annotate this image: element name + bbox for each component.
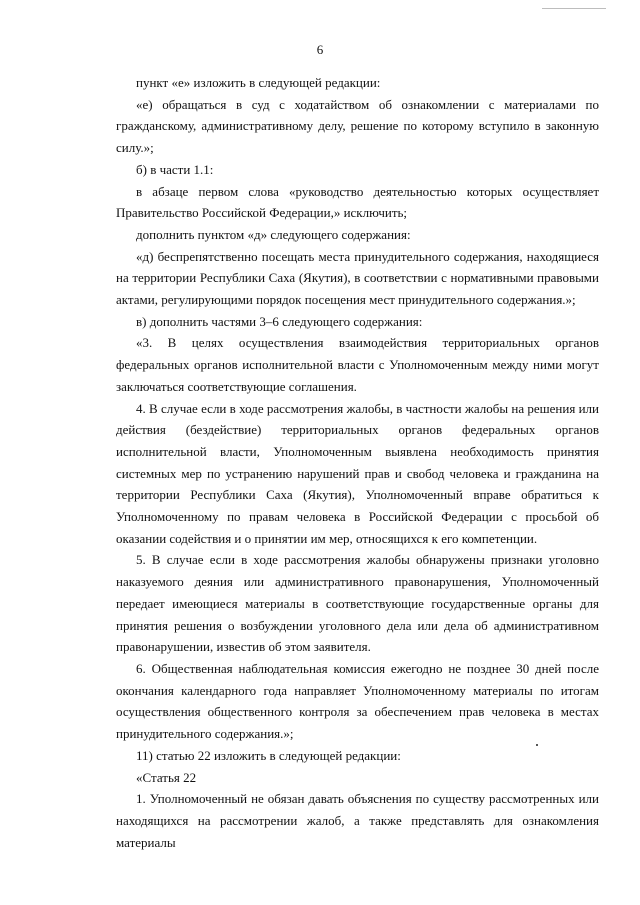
paragraph: 5. В случае если в ходе рассмотрения жалобы обнаружены признаки уголовно наказуемого деяния или административного правонарушения, Уполномоченный передает имеющиеся материалы в соответствующие государственные органы для принятия решения о возбуждении уголовного дела или дела об административном правонарушении, известив об этом заявителя.	[116, 552, 599, 655]
paragraph: б) в части 1.1:	[136, 161, 214, 177]
paragraph: пункт «е» изложить в следующей редакции:	[136, 75, 381, 90]
paragraph: «е) обращаться в суд с ходатайством об ознакомлении с материалами по гражданскому, административному делу, решение по которому вступило в законную силу.»;	[116, 96, 599, 156]
paragraph: «3. В целях осуществления взаимодействия территориальных органов федеральных органов исполнительной власти с Уполномоченным между ними могут заключаться соответствующие соглашения.	[116, 335, 599, 394]
top-margin-mark	[542, 8, 606, 9]
paragraph: 11) статью 22 изложить в следующей редакции:	[136, 747, 401, 763]
paragraph: 4. В случае если в ходе рассмотрения жалобы, в частности жалобы на решения или действия (бездействие) территориальных органов федеральных органов исполнительной власти, Уполномоченным выявлена необходимость принятия системных мер по устранению нарушений прав и свобод человека и гражданина на территории Республики Саха (Якутия), Уполномоченный вправе обратиться к Уполномоченному по правам человека в Российской Федерации с просьбой об оказании содействия и о принятии им мер, относящихся к его компетенции.	[116, 400, 599, 546]
paragraph: «д) беспрепятственно посещать места принудительного содержания, находящиеся на территории Республики Саха (Якутия), в соответствии с нормативными правовыми актами, регулирующими порядок посещения мест принудительного содержания.»;	[116, 248, 599, 308]
document-body	[116, 72, 599, 853]
paragraph: в) дополнить частями 3–6 следующего содержания:	[136, 313, 423, 329]
paragraph: дополнить пунктом «д» следующего содержания:	[136, 226, 411, 242]
paragraph: 6. Общественная наблюдательная комиссия ежегодно не позднее 30 дней после окончания календарного года направляет Уполномоченному материалы по итогам осуществления общественного контроля за обеспечением прав человека в местах принудительного содержания.»;	[116, 660, 599, 742]
page-number: 6	[316, 42, 324, 57]
article-heading: «Статья 22	[136, 769, 197, 785]
paragraph: в абзаце первом слова «руководство деятельностью которых осуществляет Правительство Российской Федерации,» исключить;	[116, 183, 599, 221]
scan-dot	[536, 744, 538, 746]
paragraph: 1. Уполномоченный не обязан давать объяснения по существу рассмотренных или находящихся на рассмотрении жалоб, а также представлять для ознакомления материалы	[116, 791, 599, 850]
